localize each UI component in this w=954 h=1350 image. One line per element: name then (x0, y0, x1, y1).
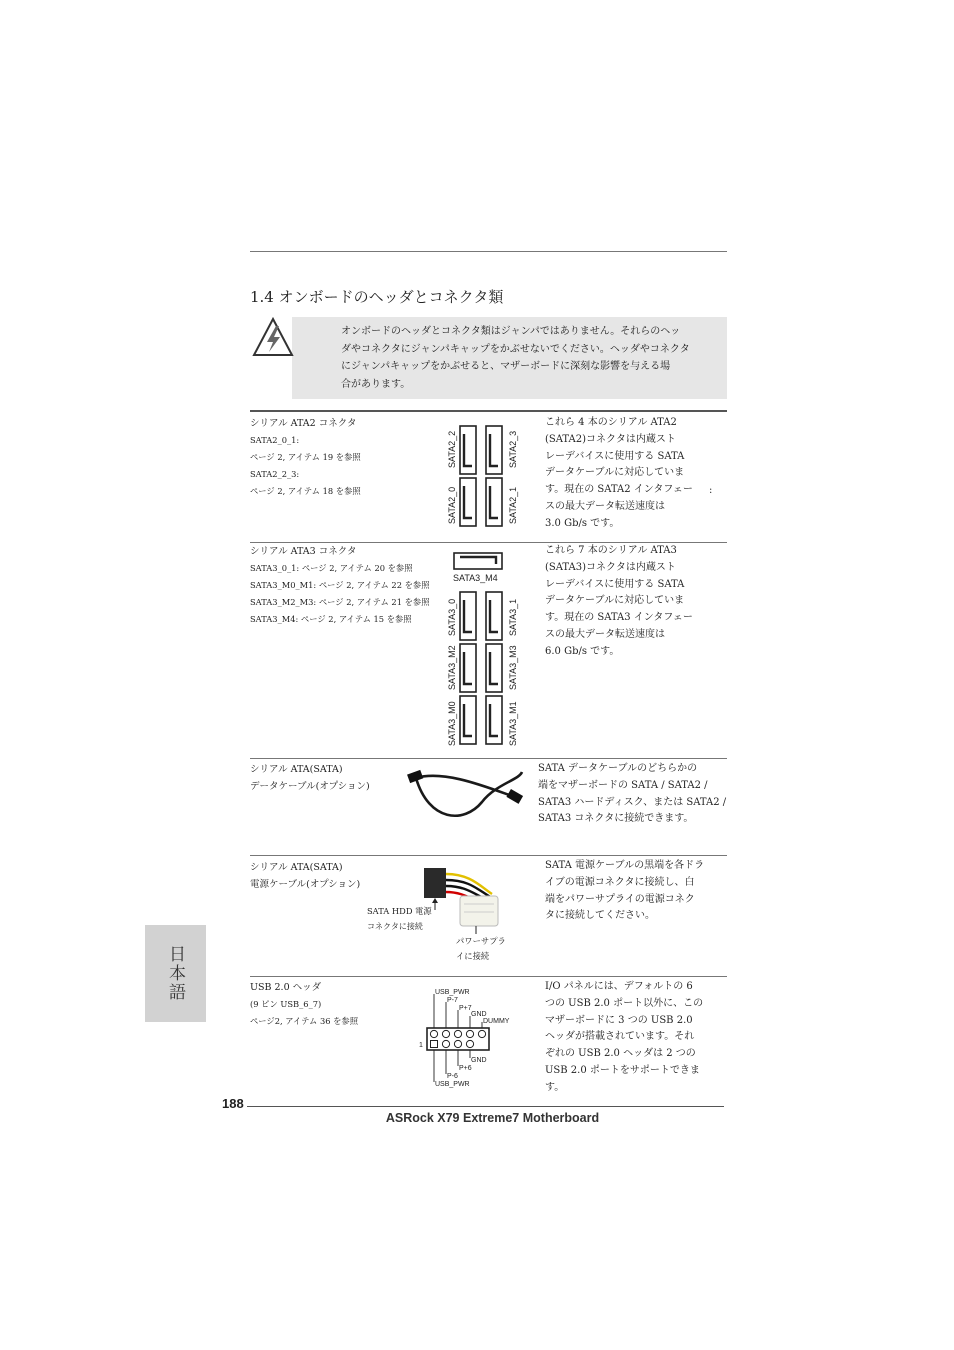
language-side-tab-label: 日本語 (165, 945, 185, 1002)
usb-description (545, 979, 725, 1097)
desc-line: 端をマザーボードの SATA / SATA2 / (538, 779, 708, 791)
sata3-port-key (490, 704, 498, 736)
sata2-port-key (490, 486, 498, 518)
desc-line: つの USB 2.0 ポート以外に、この (545, 997, 704, 1009)
sata3-port-key (460, 557, 496, 564)
desc-line: SATA3 コネクタに接続できます。 (538, 813, 694, 825)
connector-label: SATA2_0 (447, 486, 457, 524)
pin-label: P+6 (459, 1065, 472, 1072)
warning-line: 合があります。 (341, 378, 411, 390)
desc-line: 6.0 Gb/s です。 (545, 645, 620, 657)
label-line: USB 2.0 ヘッダ (250, 982, 322, 993)
desc-line: す。 (545, 1081, 565, 1093)
connector-label: SATA3_1 (508, 598, 518, 636)
sata-data-cable-illustration (404, 762, 534, 824)
row-divider (250, 976, 727, 977)
connector-label: SATA2_2 (447, 430, 457, 468)
top-rule (250, 251, 727, 252)
label-line: SATA3_M4: ページ 2, アイテム 15 を参照 (250, 614, 412, 624)
callout-line: イに接続 (456, 951, 490, 961)
desc-line: ヘッダが搭載されています。それ (545, 1031, 695, 1043)
sata3-description (545, 543, 725, 661)
usb-pin (430, 1030, 437, 1037)
sata2-label (250, 415, 361, 500)
connector-label: SATA3_M0 (447, 701, 457, 746)
label-line: SATA2_2_3: (250, 469, 300, 479)
connector-label: SATA3_M2 (447, 645, 457, 690)
sata3-label (250, 543, 430, 628)
desc-line: 端をパワーサプライの電源コネク (545, 893, 695, 905)
sata-cable-label (250, 761, 370, 795)
sata3-m4-port (454, 553, 502, 569)
sata2-port-key (490, 434, 498, 466)
desc-line: データケーブルに対応していま (545, 595, 685, 607)
pin-label: 1 (419, 1042, 423, 1049)
warning-line: オンボードのヘッダとコネクタ類はジャンパではありません。それらのヘッ (341, 326, 681, 337)
label-line: シリアル ATA(SATA) (250, 862, 343, 873)
usb-pin (442, 1030, 449, 1037)
usb-pin (466, 1030, 473, 1037)
sata2-port-key (464, 486, 472, 518)
desc-line: (SATA3)コネクタは内蔵スト (545, 561, 676, 573)
sata-power-plug (424, 868, 446, 898)
usb-pin (466, 1040, 473, 1047)
pin-label: P+7 (459, 1005, 472, 1012)
sata-power-description (545, 858, 725, 925)
desc-line: USB 2.0 ポートをサポートできま (545, 1064, 700, 1076)
sata3-port-key (464, 600, 472, 632)
sata-power-label (250, 859, 360, 893)
connector-label: SATA3_M1 (508, 701, 518, 746)
sata-power-cable-illustration (420, 862, 520, 934)
label-line: SATA3_M2_M3: ページ 2, アイテム 21 を参照 (250, 597, 430, 607)
desc-line: す。現在の SATA2 インタフェー (545, 484, 693, 496)
desc-line: タに接続してください。 (545, 910, 655, 922)
desc-line: (SATA2)コネクタは内蔵スト (545, 433, 676, 445)
usb-pin (442, 1040, 449, 1047)
connector-label: SATA2_1 (508, 486, 518, 524)
page-number: 188 (222, 1096, 244, 1111)
sata3-port-key (464, 704, 472, 736)
psu-callout (456, 934, 506, 964)
pin-label: P-7 (447, 997, 458, 1004)
sata2-port-key (464, 434, 472, 466)
sata3-port-key (490, 652, 498, 684)
connector-label: SATA3_M4 (453, 573, 498, 583)
label-line: ページ2, アイテム 36 を参照 (250, 1016, 359, 1026)
sata-cable-description (538, 761, 733, 828)
usb-pin-1 (431, 1041, 438, 1048)
desc-line: SATA 電源ケーブルの黒端を各ドラ (545, 860, 705, 871)
desc-line: スの最大データ転送速度は (545, 628, 665, 640)
label-line: SATA3_M0_M1: ページ 2, アイテム 22 を参照 (250, 580, 430, 590)
label-line: SATA2_0_1: (250, 435, 300, 445)
label-line: シリアル ATA(SATA) (250, 764, 343, 775)
usb-header-pinout-diagram (418, 984, 518, 1090)
callout-line: コネクタに接続 (367, 922, 423, 931)
connector-label: SATA3_0 (447, 598, 457, 636)
label-line: 電源ケーブル(オプション) (250, 879, 361, 890)
pin-label: GND (471, 1057, 487, 1064)
pin-label: USB_PWR (435, 1081, 470, 1088)
sata3-connector-diagram (440, 548, 530, 750)
connector-label: SATA3_M3 (508, 645, 518, 690)
desc-line: 3.0 Gb/s です。 (545, 517, 620, 529)
label-line: (9 ピン USB_6_7) (250, 999, 322, 1009)
section-title: 1.4 オンボードのヘッダとコネクタ類 (250, 288, 504, 306)
callout-line: SATA HDD 電源 (367, 906, 432, 916)
desc-line: これら 7 本のシリアル ATA3 (545, 545, 677, 556)
desc-line: マザーボードに 3 つの USB 2.0 (545, 1014, 693, 1026)
desc-line: SATA データケーブルのどちらかの (538, 763, 698, 774)
desc-line: す。現在の SATA3 インタフェー (545, 612, 693, 624)
warning-line: にジャンパキャップをかぶせると、マザーボードに深刻な影響を与える場 (341, 361, 671, 372)
hdd-callout (367, 904, 432, 934)
label-line: ページ 2, アイテム 19 を参照 (250, 452, 361, 462)
row-divider (250, 758, 727, 759)
molex-plug (460, 896, 498, 926)
label-line: シリアル ATA3 コネクタ (250, 546, 357, 557)
label-line: SATA3_0_1: ページ 2, アイテム 20 を参照 (250, 563, 413, 573)
language-side-tab (145, 925, 206, 1022)
desc-line: これら 4 本のシリアル ATA2 (545, 417, 677, 428)
sata3-port-key (464, 652, 472, 684)
usb-pin (454, 1030, 461, 1037)
label-line: ページ 2, アイテム 18 を参照 (250, 486, 361, 496)
row-divider (250, 855, 727, 856)
desc-line: イブの電源コネクタに接続し、白 (545, 876, 695, 888)
warning-text (341, 323, 711, 393)
stray-colon: : (709, 485, 713, 496)
sata3-port-key (490, 600, 498, 632)
desc-line: SATA3 ハードディスク、または SATA2 / (538, 796, 727, 808)
desc-line: I/O パネルには、デフォルトの 6 (545, 981, 693, 992)
warning-line: ダやコネクタにジャンパキャップをかぶせないでください。ヘッダやコネクタ (341, 343, 690, 355)
usb-pin (454, 1040, 461, 1047)
desc-line: レーデバイスに使用する SATA (545, 578, 685, 590)
desc-line: データケーブルに対応していま (545, 467, 685, 479)
sata2-description (545, 415, 725, 533)
usb-pin (478, 1030, 485, 1037)
footer-rule (247, 1106, 724, 1107)
warning-triangle-icon (252, 316, 294, 358)
desc-line: レーデバイスに使用する SATA (545, 450, 685, 462)
desc-line: スの最大データ転送速度は (545, 500, 665, 512)
label-line: シリアル ATA2 コネクタ (250, 418, 357, 429)
usb-label (250, 979, 358, 1030)
pin-label: USB_PWR (435, 989, 470, 996)
label-line: データケーブル(オプション) (250, 781, 370, 792)
connector-label: SATA2_3 (508, 430, 518, 468)
footer-title: ASRock X79 Extreme7 Motherboard (385, 1111, 600, 1125)
desc-line: ぞれの USB 2.0 ヘッダは 2 つの (545, 1048, 696, 1060)
callout-line: パワーサプラ (456, 936, 506, 946)
pin-label: P-6 (447, 1073, 458, 1080)
pin-label: DUMMY (483, 1018, 510, 1025)
pin-label: GND (471, 1011, 487, 1018)
sata2-connector-diagram (440, 420, 530, 532)
row-divider (250, 410, 727, 412)
